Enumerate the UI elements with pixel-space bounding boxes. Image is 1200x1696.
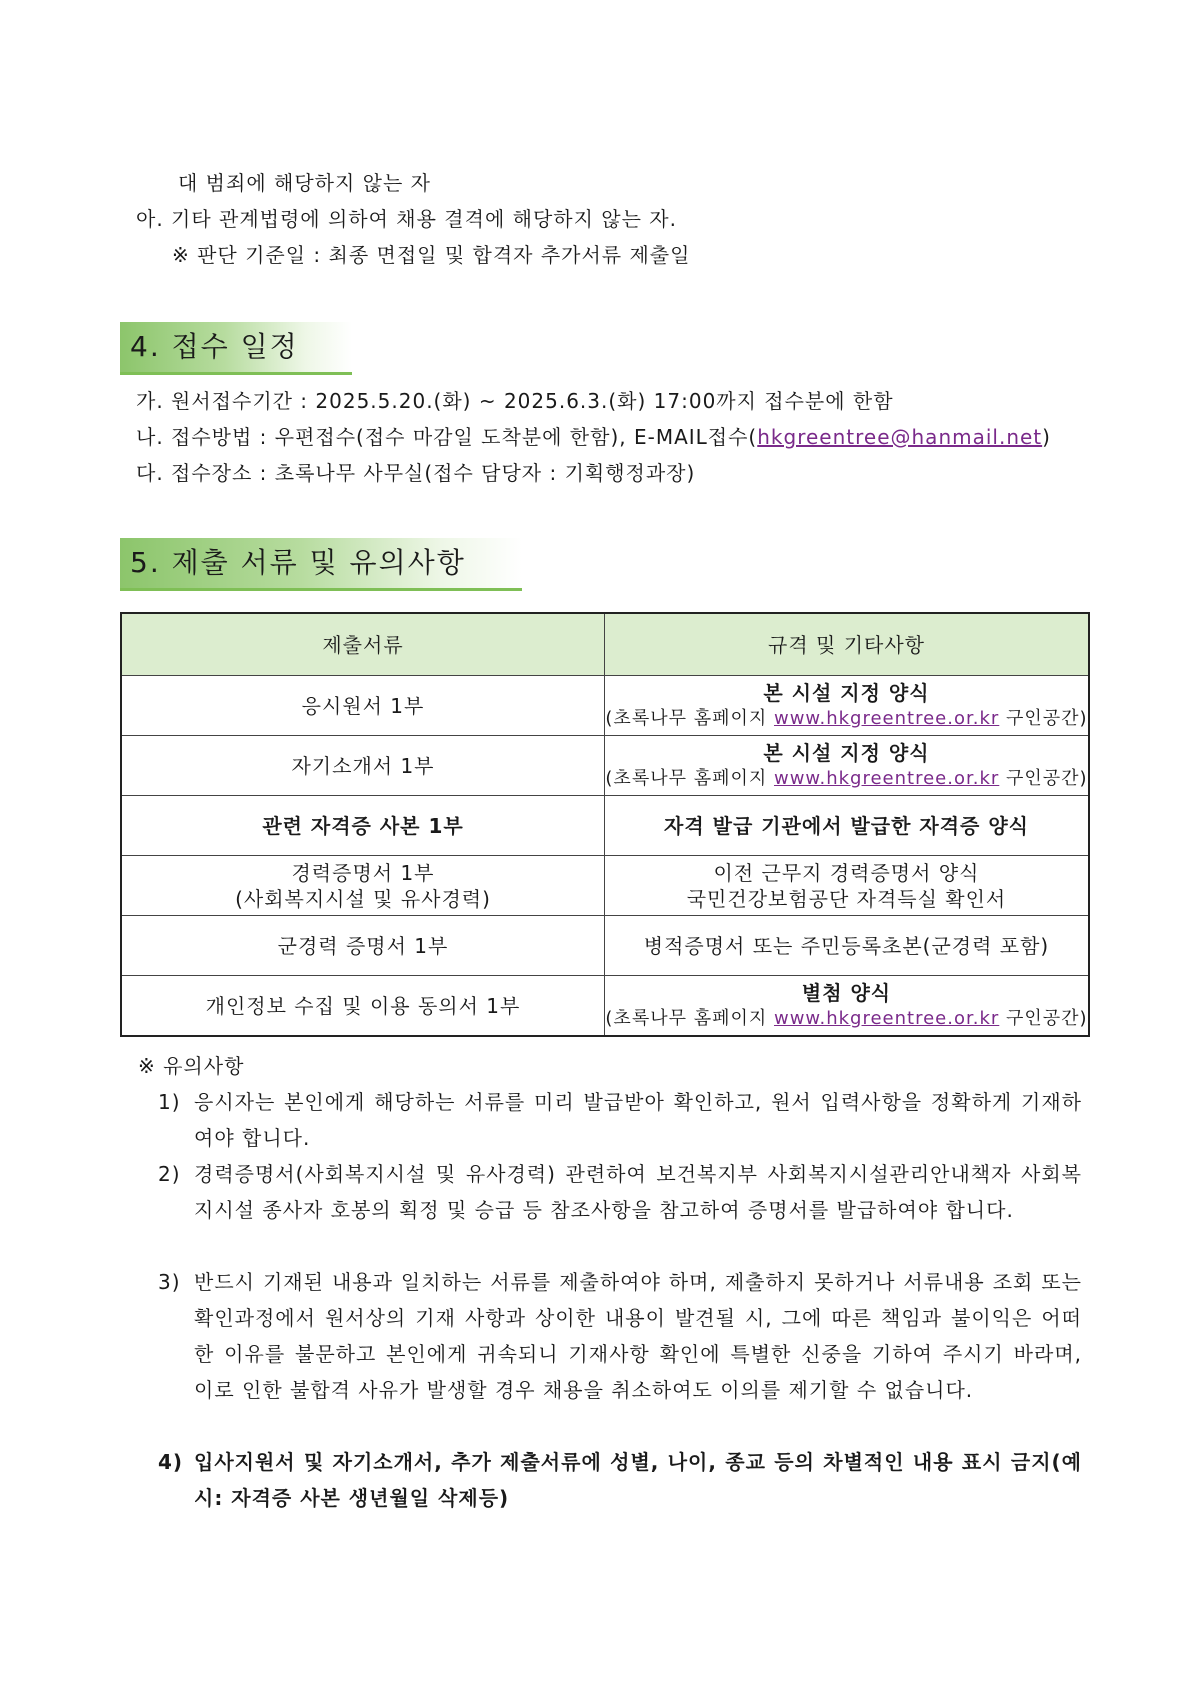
method-text: 나. 접수방법 : 우편접수(접수 마감일 도착분에 한함), E-MAIL접수( (136, 425, 758, 449)
note-number: 2) (158, 1162, 181, 1186)
spec-text-2: 국민건강보험공단 자격득실 확인서 (686, 886, 1007, 911)
spec-text: 본 시설 지정 양식 (763, 680, 930, 705)
method-suffix: ) (1042, 425, 1051, 449)
spec-note (605, 1006, 1088, 1032)
doc-cell (121, 856, 605, 916)
intro-line-1: 대 범죄에 해당하지 않는 자 (178, 171, 431, 195)
note-item-2 (158, 1156, 1082, 1228)
homepage-link[interactable]: www.hkgreentree.or.kr (773, 767, 1000, 789)
homepage-link[interactable]: www.hkgreentree.or.kr (773, 1007, 1000, 1029)
documents-table (120, 612, 1090, 1037)
spec-text: 이전 근무지 경력증명서 양식 (713, 860, 980, 885)
note-item-1 (158, 1084, 1082, 1156)
note-number: 3) (158, 1270, 181, 1294)
doc-cell: 자기소개서 1부 (121, 736, 605, 796)
section4-heading: 4. 접수 일정 (120, 322, 352, 375)
spec-note (605, 766, 1088, 792)
doc-cell: 관련 자격증 사본 1부 (121, 796, 605, 856)
note-suffix: 구인공간) (999, 707, 1088, 729)
spec-text: 본 시설 지정 양식 (763, 740, 930, 765)
note-number: 1) (158, 1090, 181, 1114)
spec-cell: 자격 발급 기관에서 발급한 자격증 양식 (605, 796, 1090, 856)
note-suffix: 구인공간) (999, 767, 1088, 789)
note-text: 반드시 기재된 내용과 일치하는 서류를 제출하여야 하며, 제출하지 못하거나 서류내용 조회 또는 확인과정에서 원서상의 기재 사항과 상이한 내용이 발견될 시, 그에 따른 책임과 불이익은 어떠한 이유를 불문하고 본인에게 귀속되니 기재사항 확인에 특별한 신중을 기하여 주시기 바라며, 이로 인한 불합격 사유가 발생할 경우 채용을 취소하여도 이의를 제기할 수 없습니다. (194, 1270, 1082, 1402)
note-number: 4) (158, 1450, 184, 1474)
spec-cell (605, 976, 1090, 1037)
table-row (121, 976, 1089, 1037)
doc-cell: 군경력 증명서 1부 (121, 916, 605, 976)
spec-cell (605, 856, 1090, 916)
note-text: 응시자는 본인에게 해당하는 서류를 미리 발급받아 확인하고, 원서 입력사항을 정확하게 기재하여야 합니다. (194, 1090, 1082, 1150)
note-item-3 (158, 1264, 1082, 1408)
note-item-4 (158, 1444, 1082, 1516)
spec-text: 별첨 양식 (801, 980, 892, 1005)
header-spec: 규격 및 기타사항 (605, 613, 1090, 676)
table-header-row (121, 613, 1089, 676)
spec-cell (605, 676, 1090, 736)
header-documents: 제출서류 (121, 613, 605, 676)
spec-cell (605, 736, 1090, 796)
note-text: (초록나무 홈페이지 (605, 767, 774, 789)
note-text: (초록나무 홈페이지 (605, 707, 774, 729)
table-row (121, 856, 1089, 916)
email-link[interactable]: hkgreentree@hanmail.net (757, 425, 1043, 449)
doc-cell: 개인정보 수집 및 이용 동의서 1부 (121, 976, 605, 1037)
doc-text: 경력증명서 1부 (291, 860, 435, 885)
spec-cell: 병적증명서 또는 주민등록초본(군경력 포함) (605, 916, 1090, 976)
table-row (121, 736, 1089, 796)
table-row (121, 916, 1089, 976)
application-period: 가. 원서접수기간 : 2025.5.20.(화) ~ 2025.6.3.(화) 17:00까지 접수분에 한함 (136, 389, 894, 413)
homepage-link[interactable]: www.hkgreentree.or.kr (773, 707, 1000, 729)
application-method (136, 424, 1051, 450)
table-row (121, 796, 1089, 856)
doc-cell: 응시원서 1부 (121, 676, 605, 736)
table-row (121, 676, 1089, 736)
note-text: 경력증명서(사회복지시설 및 유사경력) 관련하여 보건복지부 사회복지시설관리안내책자 사회복지시설 종사자 호봉의 획정 및 승급 등 참조사항을 참고하여 증명서를 발급하여야 합니다. (194, 1162, 1082, 1222)
note-text: (초록나무 홈페이지 (605, 1007, 774, 1029)
note-text: 입사지원서 및 자기소개서, 추가 제출서류에 성별, 나이, 종교 등의 차별적인 내용 표시 금지(예시: 자격증 사본 생년월일 삭제등) (194, 1450, 1082, 1510)
intro-line-2: 아. 기타 관계법령에 의하여 채용 결격에 해당하지 않는 자. (136, 207, 677, 231)
note-suffix: 구인공간) (999, 1007, 1088, 1029)
spec-note (605, 706, 1088, 732)
section5-heading: 5. 제출 서류 및 유의사항 (120, 538, 522, 591)
notes-title: ※ 유의사항 (138, 1054, 245, 1078)
application-place: 다. 접수장소 : 초록나무 사무실(접수 담당자 : 기획행정과장) (136, 461, 696, 485)
criteria-note: ※ 판단 기준일 : 최종 면접일 및 합격자 추가서류 제출일 (172, 243, 691, 267)
doc-text-2: (사회복지시설 및 유사경력) (235, 886, 491, 911)
